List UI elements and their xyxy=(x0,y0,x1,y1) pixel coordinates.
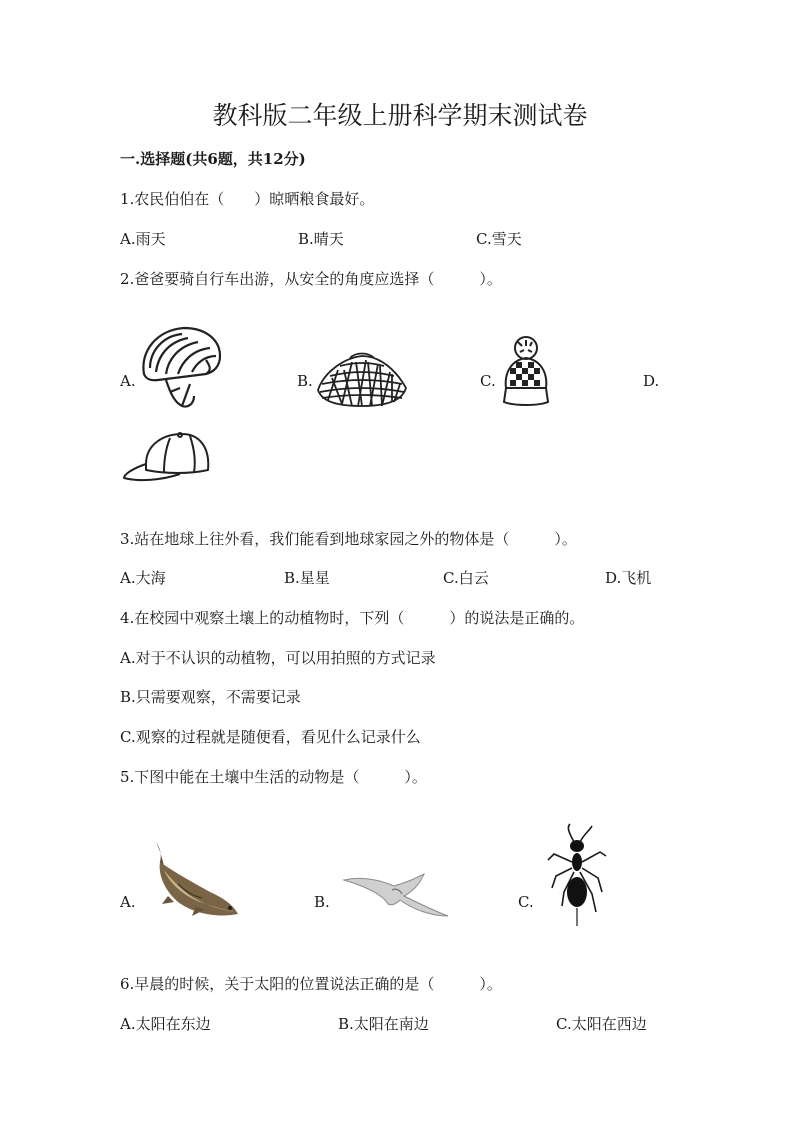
question-3-option-b: B.星星 xyxy=(284,569,330,587)
question-5-option-b: B. xyxy=(314,893,330,911)
question-1-stem: 1.农民伯伯在（ ）晾晒粮食最好。 xyxy=(120,190,375,208)
question-2-option-b: B. xyxy=(297,372,313,390)
question-3-option-a: A.大海 xyxy=(120,569,166,587)
seagull-image xyxy=(342,870,452,920)
bicycle-helmet-image xyxy=(136,322,228,412)
question-2-option-d: D. xyxy=(643,372,660,390)
question-3-option-c: C.白云 xyxy=(443,569,489,587)
question-2-option-c: C. xyxy=(480,372,496,390)
question-3-stem: 3.站在地球上往外看，我们能看到地球家园之外的物体是（ ）。 xyxy=(120,530,577,548)
straw-hat-image xyxy=(312,348,410,410)
question-1-option-a: A.雨天 xyxy=(120,230,166,248)
question-1-option-b: B.晴天 xyxy=(298,230,344,248)
question-4-option-c: C.观察的过程就是随便看，看见什么记录什么 xyxy=(120,728,421,746)
knit-beanie-image xyxy=(496,334,556,410)
question-6-option-a: A.太阳在东边 xyxy=(120,1015,211,1033)
fish-image xyxy=(148,840,244,920)
question-6-option-b: B.太阳在南边 xyxy=(338,1015,429,1033)
ant-image xyxy=(544,822,610,930)
question-5-option-a: A. xyxy=(120,893,136,911)
baseball-cap-image xyxy=(120,430,214,486)
question-1-option-c: C.雪天 xyxy=(476,230,522,248)
page-title: 教科版二年级上册科学期末测试卷 xyxy=(212,101,588,130)
question-6-stem: 6.早晨的时候，关于太阳的位置说法正确的是（ ）。 xyxy=(120,975,502,993)
question-4-stem: 4.在校园中观察土壤上的动植物时，下列（ ）的说法是正确的。 xyxy=(120,609,585,627)
question-5-stem: 5.下图中能在土壤中生活的动物是（ ）。 xyxy=(120,768,427,786)
question-2-option-a: A. xyxy=(120,372,136,390)
question-3-option-d: D.飞机 xyxy=(605,569,652,587)
question-6-option-c: C.太阳在西边 xyxy=(556,1015,647,1033)
question-2-stem: 2.爸爸要骑自行车出游，从安全的角度应选择（ ）。 xyxy=(120,270,502,288)
question-5-option-c: C. xyxy=(518,893,534,911)
section-heading: 一.选择题(共6题，共12分) xyxy=(120,150,306,168)
question-4-option-a: A.对于不认识的动植物，可以用拍照的方式记录 xyxy=(120,649,436,667)
question-4-option-b: B.只需要观察，不需要记录 xyxy=(120,688,301,706)
